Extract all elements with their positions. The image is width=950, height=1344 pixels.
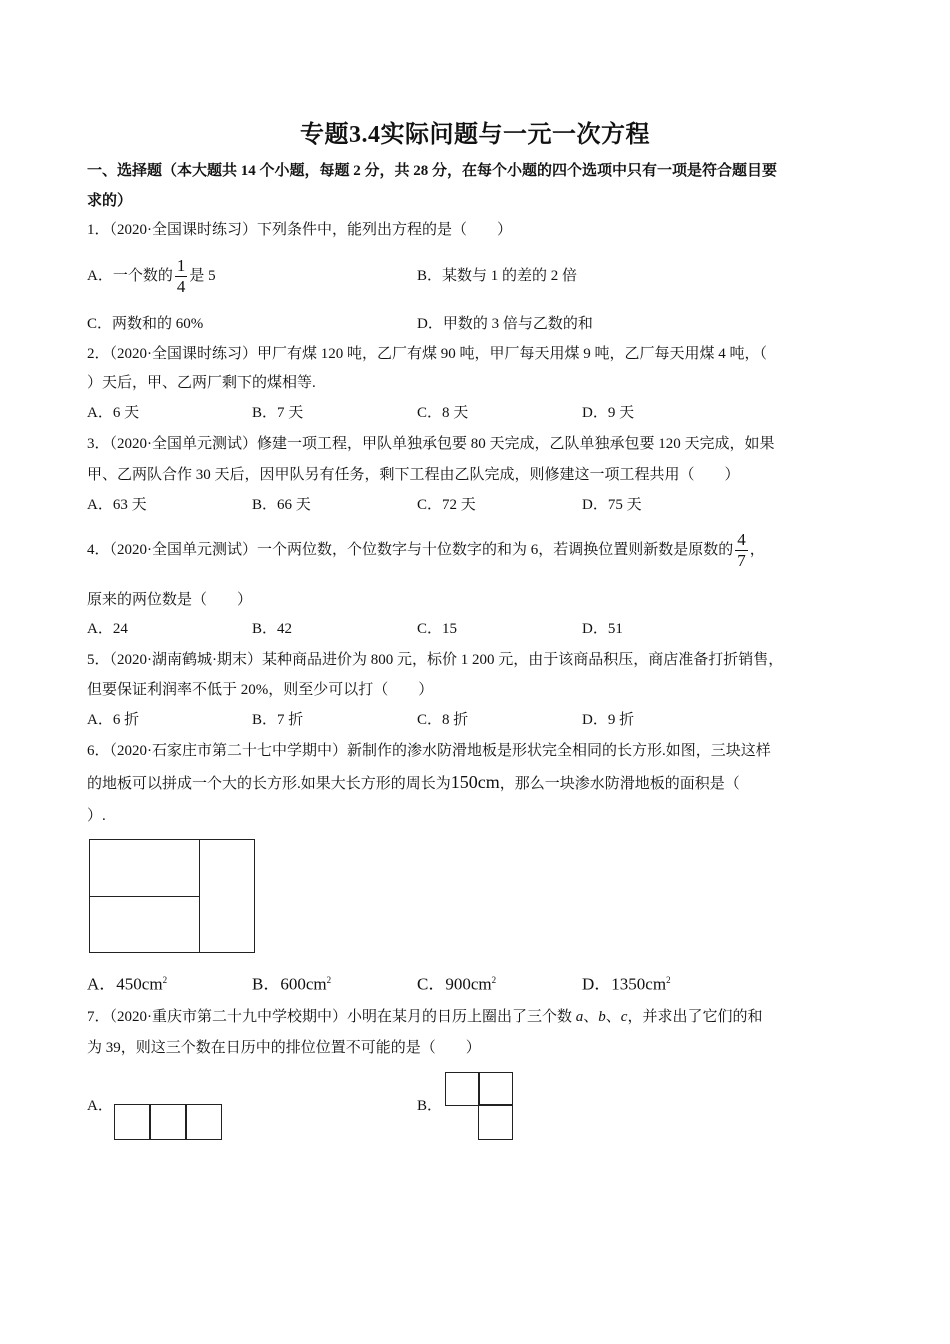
- q7-sep2: 、: [605, 1009, 621, 1025]
- q6-option-d-sup: 2: [666, 975, 671, 985]
- section-heading-line1: 一、选择题（本大题共 14 个小题，每题 2 分，共 28 分，在每个小题的四个选项中只有一项是符合题目要: [87, 163, 778, 179]
- q6-option-a-sup: 2: [162, 975, 168, 985]
- q7-option-b: B．: [417, 1098, 443, 1114]
- q2-line2: ）天后，甲、乙两厂剩下的煤相等.: [87, 375, 316, 391]
- q2-option-b: B．7 天: [252, 405, 304, 421]
- q1-option-b: B．某数与 1 的差的 2 倍: [417, 268, 578, 284]
- q4-option-a: A．24: [87, 621, 128, 637]
- q6-option-c-label: C．: [417, 974, 446, 994]
- q1-stem: 1．（2020·全国课时练习）下列条件中，能列出方程的是（ ）: [87, 222, 512, 238]
- q6-line2-pre: 的地板可以拼成一个大的长方形.如果大长方形的周长为: [87, 776, 451, 792]
- q1-fraction: [175, 256, 188, 297]
- q1-option-a-post: 是 5: [189, 268, 216, 284]
- q4-fraction: [735, 530, 748, 571]
- q7-var-a: a: [575, 1009, 584, 1025]
- q6-option-d: [582, 970, 671, 995]
- q7-a-cell-3: [185, 1104, 222, 1140]
- q7-option-a: A．: [87, 1098, 113, 1114]
- q6-option-d-label: D．: [582, 974, 612, 994]
- q6-option-c-value: 900cm: [445, 974, 492, 994]
- q4-fraction-num: 4: [737, 530, 746, 550]
- q2-option-d: D．9 天: [582, 405, 635, 421]
- page-title: 专题3.4实际问题与一元一次方程: [300, 122, 650, 148]
- q6-option-c: [417, 970, 496, 995]
- q5-option-d: D．9 折: [582, 712, 635, 728]
- q6-option-b-label: B．: [252, 974, 281, 994]
- q7-b-cell-3: [478, 1104, 513, 1140]
- q5-line1: 5．（2020·湖南鹤城·期末）某种商品进价为 800 元，标价 1 200 元，由于该商品积压，商店准备打折销售，: [87, 652, 784, 668]
- q7-a-cell-2: [149, 1104, 187, 1140]
- q6-line3: ）.: [87, 808, 106, 824]
- q6-option-a: [87, 970, 167, 995]
- q3-option-b: B．66 天: [252, 497, 311, 513]
- q2-option-a: A．6 天: [87, 405, 140, 421]
- q7-var-b: b: [598, 1009, 606, 1025]
- q4-line1: [87, 528, 765, 572]
- q6-option-b-sup: 2: [326, 975, 332, 985]
- q4-option-d: D．51: [582, 621, 623, 637]
- q6-perimeter-value: 150cm: [450, 772, 500, 792]
- q6-line1: 6．（2020·石家庄市第二十七中学期中）新制作的渗水防滑地板是形状完全相同的长方形.如图，三块这样: [87, 743, 771, 759]
- q7-b-cell-1: [445, 1072, 480, 1106]
- q5-line2: 但要保证利润率不低于 20%，则至少可以打（ ）: [87, 682, 434, 698]
- q3-line2: 甲、乙两队合作 30 天后，因甲队另有任务，剩下工程由乙队完成，则修建这一项工程共用（ ）: [87, 467, 740, 483]
- q3-option-a: A．63 天: [87, 497, 147, 513]
- q6-option-a-value: 450cm: [116, 974, 163, 994]
- section-heading-line2: 求的）: [87, 193, 133, 209]
- q6-option-b-value: 600cm: [280, 974, 327, 994]
- q7-a-cell-1: [114, 1104, 151, 1140]
- q2-line1: 2．（2020·全国课时练习）甲厂有煤 120 吨，乙厂有煤 90 吨，甲厂每天用煤 9 吨，乙厂每天用煤 4 吨，（: [87, 346, 767, 362]
- q4-fraction-den: 7: [737, 551, 746, 571]
- q1-option-d: D．甲数的 3 倍与乙数的和: [417, 316, 593, 332]
- q4-option-b: B．42: [252, 621, 293, 637]
- q7-line2: 为 39，则这三个数在日历中的排位位置不可能的是（ ）: [87, 1040, 481, 1056]
- q4-option-c: C．15: [417, 621, 458, 637]
- q6-horizontal-divider: [89, 896, 200, 898]
- q7-line1: [87, 1007, 762, 1027]
- q6-option-c-sup: 2: [491, 975, 497, 985]
- q6-option-d-value: 1350cm: [611, 974, 667, 994]
- q6-option-a-label: A．: [87, 974, 117, 994]
- q5-option-b: B．7 折: [252, 712, 304, 728]
- q5-option-a: A．6 折: [87, 712, 140, 728]
- q1-fraction-num: 1: [176, 256, 186, 276]
- q6-line2: [87, 772, 740, 794]
- q6-line2-post: ，那么一块渗水防滑地板的面积是（: [499, 776, 740, 792]
- q6-option-b: [252, 970, 331, 995]
- q7-b-cell-2: [478, 1072, 513, 1106]
- q1-fraction-den: 4: [176, 277, 186, 297]
- q1-option-c: C．两数和的 60%: [87, 316, 204, 332]
- q7-line1-post: ，并求出了它们的和: [627, 1009, 763, 1025]
- q2-option-c: C．8 天: [417, 405, 469, 421]
- q4-line1-post: ，: [749, 542, 765, 558]
- q3-option-d: D．75 天: [582, 497, 642, 513]
- q7-var-c: c: [620, 1009, 628, 1025]
- q3-line1: 3．（2020·全国单元测试）修建一项工程，甲队单独承包要 80 天完成，乙队单独承包要 120 天完成，如果: [87, 436, 775, 452]
- q4-line2: 原来的两位数是（ ）: [87, 592, 253, 608]
- q5-option-c: C．8 折: [417, 712, 469, 728]
- q1-option-a: [87, 254, 216, 298]
- q7-line1-pre: 7．（2020·重庆市第二十九中学校期中）小明在某月的日历上圈出了三个数: [87, 1009, 576, 1025]
- q3-option-c: C．72 天: [417, 497, 476, 513]
- q1-option-a-pre: A．一个数的: [87, 268, 173, 284]
- q7-sep1: 、: [583, 1009, 599, 1025]
- q4-line1-pre: 4．（2020·全国单元测试）一个两位数，个位数字与十位数字的和为 6，若调换位置则新数是原数的: [87, 542, 734, 558]
